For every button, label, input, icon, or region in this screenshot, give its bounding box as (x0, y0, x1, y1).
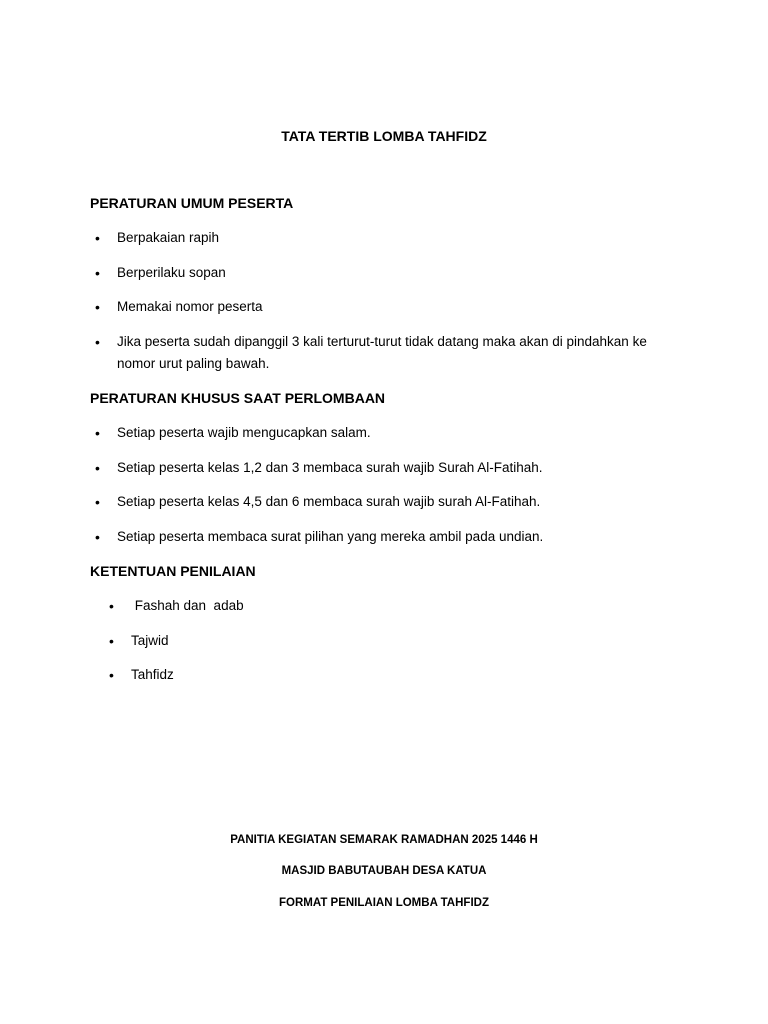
list-item: • Jika peserta sudah dipanggil 3 kali terturut-turut tidak datang maka akan di pindahkan ke nomor urut paling bawah. (117, 331, 677, 375)
footer-format-title: FORMAT PENILAIAN LOMBA TAHFIDZ (279, 897, 489, 909)
list-item: • Berpakaian rapih (117, 227, 677, 249)
list-item: • Tajwid (131, 630, 631, 652)
assessment-criteria-list (131, 595, 631, 699)
list-item: • Berperilaku sopan (117, 262, 677, 284)
section-heading-competition-rules: PERATURAN KHUSUS SAAT PERLOMBAAN (90, 390, 386, 406)
general-rules-list (117, 227, 677, 387)
list-item: • Memakai nomor peserta (117, 296, 677, 318)
competition-rules-list (117, 422, 677, 560)
footer-committee: PANITIA KEGIATAN SEMARAK RAMADHAN 2025 1446 H (230, 834, 538, 846)
list-item: • Setiap peserta kelas 4,5 dan 6 membaca surah wajib surah Al-Fatihah. (117, 491, 677, 513)
list-item: • Tahfidz (131, 664, 631, 686)
list-item: • Setiap peserta membaca surat pilihan yang mereka ambil pada undian. (117, 526, 677, 548)
list-item: • Setiap peserta wajib mengucapkan salam. (117, 422, 677, 444)
list-item: • Setiap peserta kelas 1,2 dan 3 membaca surah wajib Surah Al-Fatihah. (117, 457, 677, 479)
document-title: TATA TERTIB LOMBA TAHFIDZ (281, 128, 487, 144)
footer-mosque: MASJID BABUTAUBAH DESA KATUA (281, 865, 487, 877)
section-heading-general-rules: PERATURAN UMUM PESERTA (90, 195, 294, 211)
section-heading-assessment: KETENTUAN PENILAIAN (90, 563, 256, 579)
list-item: • Fashah dan adab (131, 595, 631, 617)
